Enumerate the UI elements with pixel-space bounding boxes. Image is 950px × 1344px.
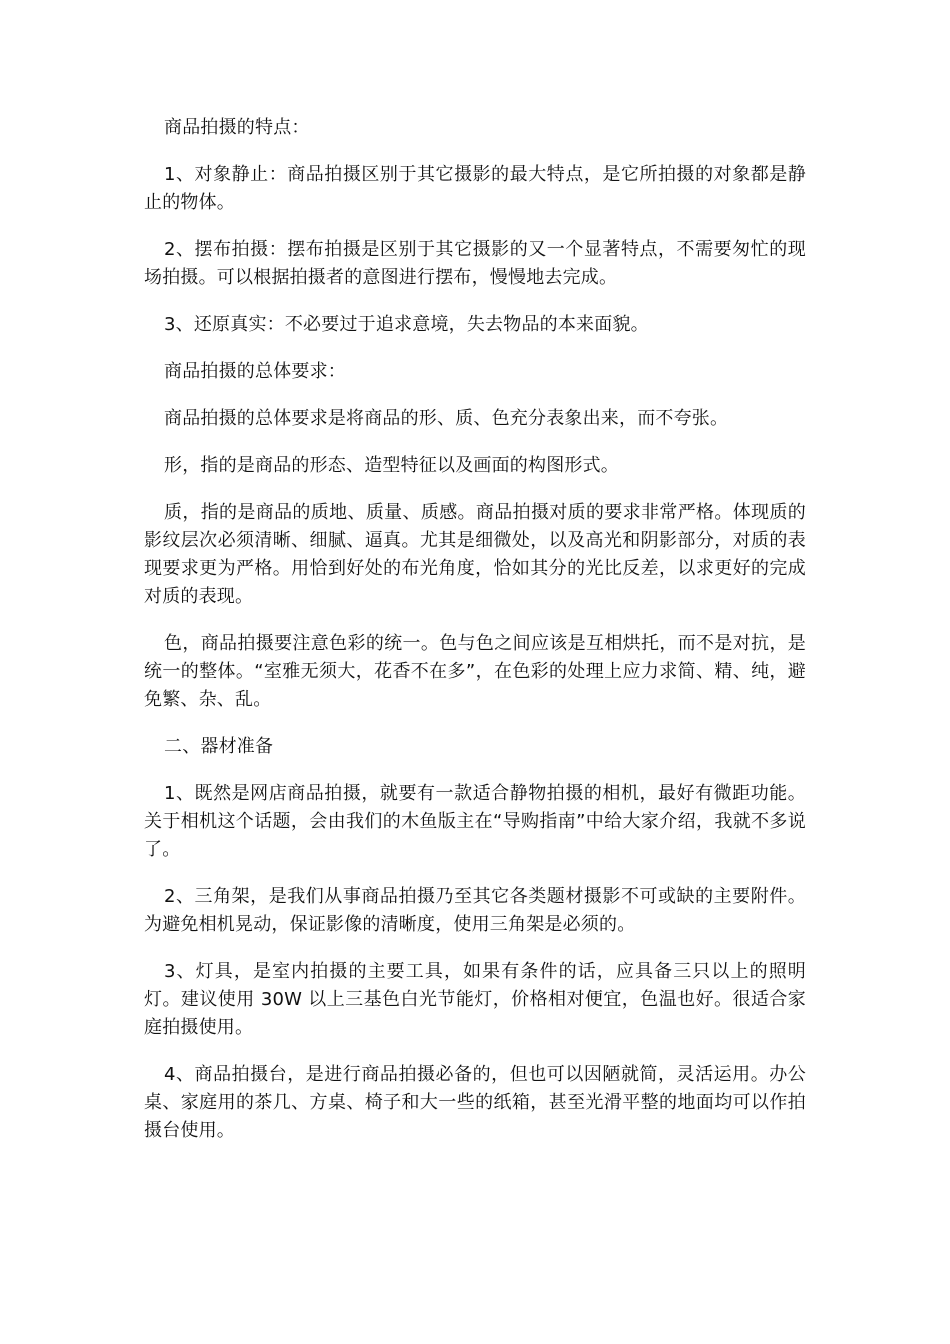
paragraph-form: 形，指的是商品的形态、造型特征以及画面的构图形式。 [164, 455, 619, 476]
section-heading-requirements: 商品拍摄的总体要求： [164, 361, 346, 382]
section-heading-features: 商品拍摄的特点： [164, 117, 310, 138]
paragraph-tripod: 2、三角架，是我们从事商品拍摄乃至其它各类题材摄影不可或缺的主要附件。为避免相机晃动，保证影像的清晰度，使用三角架是必须的。 [144, 886, 806, 935]
section-heading-equipment: 二、器材准备 [164, 736, 274, 757]
paragraph-lighting: 3、灯具，是室内拍摄的主要工具，如果有条件的话，应具备三只以上的照明灯。建议使用 30W 以上三基色白光节能灯，价格相对便宜，色温也好。很适合家庭拍摄使用。 [144, 961, 806, 1038]
paragraph-camera: 1、既然是网店商品拍摄，就要有一款适合静物拍摄的相机，最好有微距功能。关于相机这个话题，会由我们的木鱼版主在“导购指南”中给大家介绍，我就不多说了。 [144, 783, 806, 860]
paragraph-arranged-shooting: 2、摆布拍摄：摆布拍摄是区别于其它摄影的又一个显著特点，不需要匆忙的现场拍摄。可以根据拍摄者的意图进行摆布，慢慢地去完成。 [144, 239, 806, 288]
paragraph-color: 色，商品拍摄要注意色彩的统一。色与色之间应该是互相烘托，而不是对抗，是统一的整体。“室雅无须大，花香不在多”，在色彩的处理上应力求简、精、纯，避免繁、杂、乱。 [144, 633, 806, 710]
paragraph-true-restoration: 3、还原真实：不必要过于追求意境，失去物品的本来面貌。 [164, 314, 649, 335]
paragraph-quality: 质，指的是商品的质地、质量、质感。商品拍摄对质的要求非常严格。体现质的影纹层次必须清晰、细腻、逼真。尤其是细微处，以及高光和阴影部分，对质的表现要求更为严格。用恰到好处的布光角度，恰如其分的光比反差，以求更好的完成对质的表现。 [144, 502, 806, 607]
paragraph-overall-requirement: 商品拍摄的总体要求是将商品的形、质、色充分表象出来，而不夸张。 [164, 408, 729, 429]
paragraph-shooting-table: 4、商品拍摄台，是进行商品拍摄必备的，但也可以因陋就简，灵活运用。办公桌、家庭用的茶几、方桌、椅子和大一些的纸箱，甚至光滑平整的地面均可以作拍摄台使用。 [144, 1064, 806, 1141]
paragraph-static-subject: 1、对象静止：商品拍摄区别于其它摄影的最大特点，是它所拍摄的对象都是静止的物体。 [144, 164, 806, 213]
document-body [144, 114, 806, 1164]
